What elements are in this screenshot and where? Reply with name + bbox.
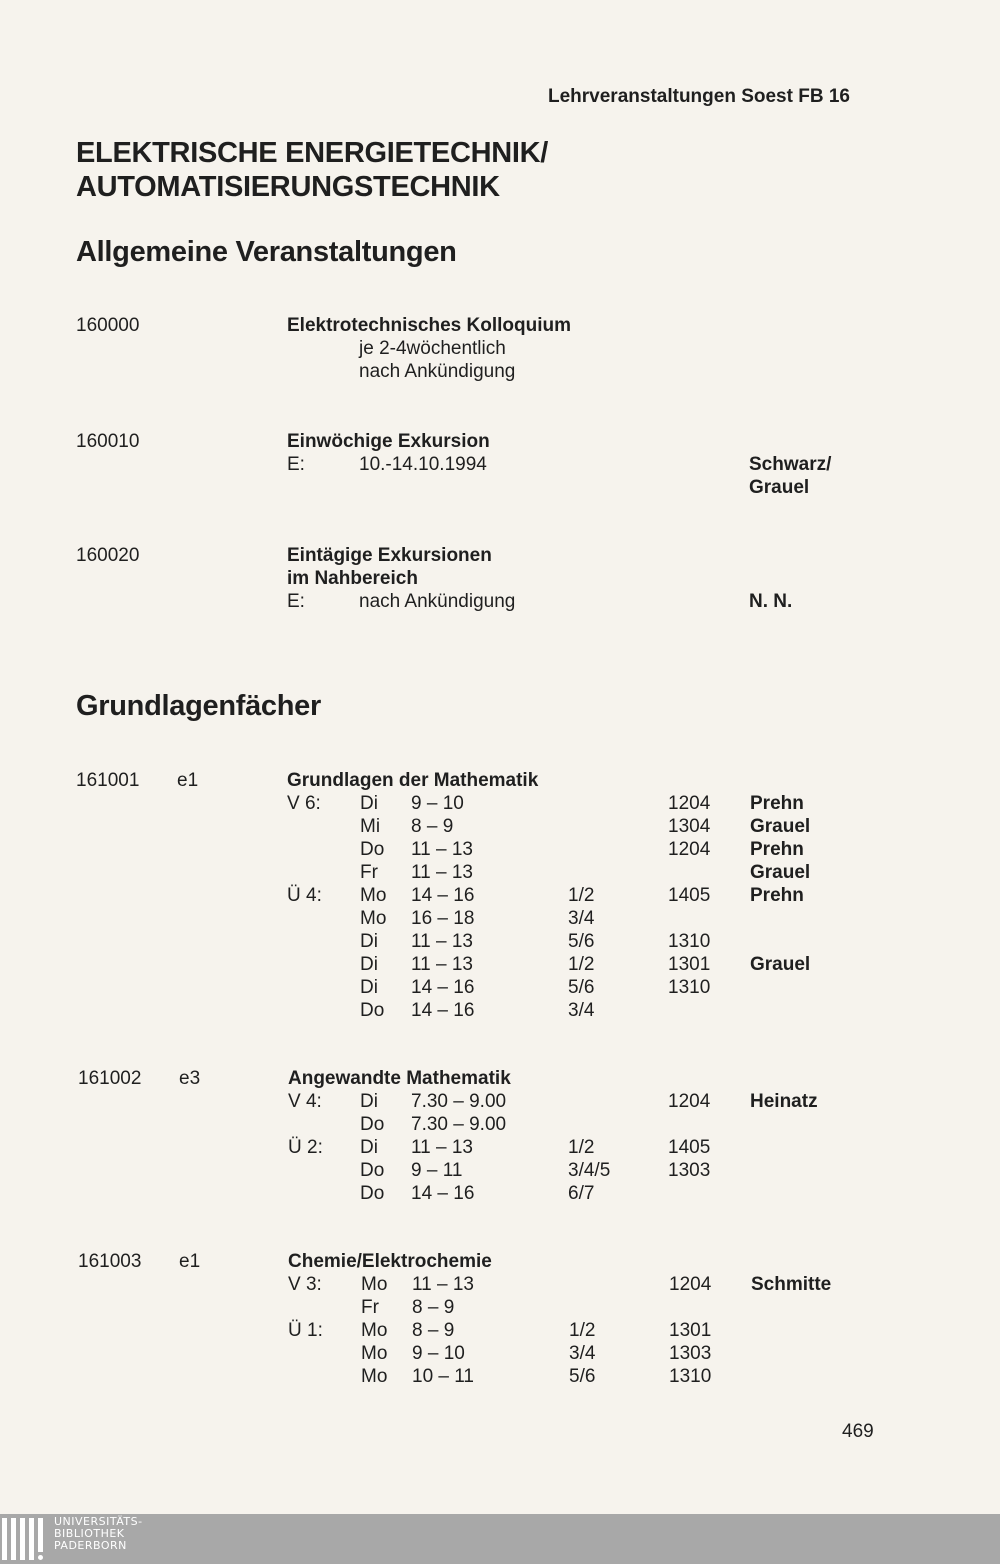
course-number: 160000	[76, 315, 140, 336]
schedule-room: 1310	[669, 1366, 712, 1387]
schedule-time: 14 – 16	[411, 1000, 475, 1021]
schedule-day: Di	[360, 931, 378, 952]
schedule-day: Di	[360, 977, 378, 998]
course-note: je 2-4wöchentlich	[359, 338, 506, 359]
schedule-time: 8 – 9	[412, 1297, 455, 1318]
schedule-group: 3/4	[568, 908, 595, 929]
schedule-room: 1303	[669, 1343, 712, 1364]
schedule-day: Mo	[360, 885, 387, 906]
schedule-day: Fr	[360, 862, 378, 883]
course-code: e1	[179, 1251, 201, 1272]
schedule-type: V 3:	[288, 1274, 322, 1295]
schedule-time: 11 – 13	[411, 862, 473, 883]
schedule-group: 1/2	[568, 1137, 595, 1158]
schedule-time: 8 – 9	[411, 816, 454, 837]
schedule-time: 8 – 9	[412, 1320, 455, 1341]
schedule-day: Do	[360, 1000, 385, 1021]
schedule-group: 1/2	[569, 1320, 596, 1341]
schedule-group: 5/6	[568, 977, 595, 998]
running-head: Lehrveranstaltungen Soest FB 16	[548, 86, 850, 107]
course-number: 161002	[78, 1068, 142, 1089]
schedule-type: Ü 2:	[288, 1137, 323, 1158]
section-heading-general: Allgemeine Veranstaltungen	[76, 236, 457, 268]
course-title: Chemie/Elektrochemie	[288, 1251, 492, 1272]
schedule-time: 9 – 10	[412, 1343, 465, 1364]
section-heading-basics: Grundlagenfächer	[76, 690, 321, 722]
course-title: Grundlagen der Mathematik	[287, 770, 539, 791]
schedule-day: Mo	[361, 1366, 388, 1387]
course-title: Eintägige Exkursionen	[287, 545, 492, 566]
schedule-lecturer: Prehn	[750, 839, 804, 860]
course-lecturer: Schwarz/	[749, 454, 832, 475]
course-title: im Nahbereich	[287, 568, 418, 589]
course-number: 160010	[76, 431, 140, 452]
course-number: 160020	[76, 545, 140, 566]
course-type: E:	[287, 591, 305, 612]
schedule-time: 11 – 13	[411, 931, 473, 952]
library-logo-icon	[2, 1518, 46, 1560]
schedule-type: Ü 4:	[287, 885, 322, 906]
schedule-type: V 4:	[288, 1091, 322, 1112]
document-title	[76, 136, 548, 204]
course-code: e1	[177, 770, 199, 791]
schedule-room: 1310	[668, 977, 711, 998]
course-note: nach Ankündigung	[359, 361, 516, 382]
schedule-time: 11 – 13	[411, 954, 473, 975]
schedule-lecturer: Grauel	[750, 816, 811, 837]
schedule-lecturer: Grauel	[750, 954, 811, 975]
schedule-room: 1301	[669, 1320, 712, 1341]
schedule-time: 11 – 13	[411, 839, 473, 860]
schedule-group: 5/6	[568, 931, 595, 952]
schedule-day: Mo	[361, 1343, 388, 1364]
schedule-lecturer: Prehn	[750, 793, 804, 814]
schedule-day: Di	[360, 1091, 378, 1112]
schedule-room: 1405	[668, 1137, 711, 1158]
course-code: e3	[179, 1068, 201, 1089]
schedule-group: 6/7	[568, 1183, 595, 1204]
schedule-room: 1301	[668, 954, 711, 975]
schedule-time: 11 – 13	[411, 1137, 473, 1158]
schedule-time: 14 – 16	[411, 885, 475, 906]
schedule-group: 1/2	[568, 885, 595, 906]
schedule-time: 11 – 13	[412, 1274, 474, 1295]
schedule-room: 1204	[668, 1091, 711, 1112]
schedule-time: 9 – 11	[411, 1160, 463, 1181]
course-date: 10.-14.10.1994	[359, 454, 487, 475]
schedule-day: Mo	[361, 1274, 388, 1295]
course-type: E:	[287, 454, 305, 475]
schedule-day: Di	[360, 954, 378, 975]
schedule-room: 1303	[668, 1160, 711, 1181]
schedule-time: 16 – 18	[411, 908, 475, 929]
course-lecturer: Grauel	[749, 477, 810, 498]
course-lecturer: N. N.	[749, 591, 793, 612]
schedule-room: 1204	[668, 793, 711, 814]
schedule-group: 3/4	[568, 1000, 595, 1021]
schedule-room: 1304	[668, 816, 711, 837]
schedule-type: V 6:	[287, 793, 321, 814]
schedule-type: Ü 1:	[288, 1320, 323, 1341]
schedule-room: 1405	[668, 885, 711, 906]
course-title: Angewandte Mathematik	[288, 1068, 511, 1089]
schedule-day: Do	[360, 1160, 385, 1181]
schedule-time: 7.30 – 9.00	[411, 1091, 507, 1112]
schedule-day: Do	[360, 1114, 385, 1135]
schedule-time: 14 – 16	[411, 977, 475, 998]
schedule-day: Do	[360, 1183, 385, 1204]
course-date: nach Ankündigung	[359, 591, 516, 612]
schedule-time: 10 – 11	[412, 1366, 474, 1387]
schedule-day: Mo	[361, 1320, 388, 1341]
title-line-1: ELEKTRISCHE ENERGIETECHNIK/	[76, 137, 549, 169]
course-title: Elektrotechnisches Kolloquium	[287, 315, 571, 336]
schedule-group: 1/2	[568, 954, 595, 975]
course-number: 161001	[76, 770, 140, 791]
schedule-room: 1310	[668, 931, 711, 952]
schedule-day: Fr	[361, 1297, 379, 1318]
schedule-lecturer: Schmitte	[751, 1274, 832, 1295]
library-footer-bar	[0, 1514, 1000, 1564]
schedule-group: 3/4/5	[568, 1160, 611, 1181]
title-line-2: AUTOMATISIERUNGSTECHNIK	[76, 171, 500, 203]
schedule-day: Do	[360, 839, 385, 860]
schedule-lecturer: Prehn	[750, 885, 804, 906]
schedule-group: 5/6	[569, 1366, 596, 1387]
schedule-time: 7.30 – 9.00	[411, 1114, 507, 1135]
schedule-room: 1204	[668, 839, 711, 860]
schedule-time: 9 – 10	[411, 793, 464, 814]
page-number: 469	[842, 1421, 874, 1442]
schedule-day: Di	[360, 1137, 378, 1158]
schedule-lecturer: Grauel	[750, 862, 811, 883]
schedule-day: Mo	[360, 908, 387, 929]
schedule-group: 3/4	[569, 1343, 596, 1364]
schedule-day: Di	[360, 793, 378, 814]
schedule-room: 1204	[669, 1274, 712, 1295]
schedule-time: 14 – 16	[411, 1183, 475, 1204]
schedule-day: Mi	[360, 816, 381, 837]
library-logo-text: UNIVERSITÄTS- BIBLIOTHEK PADERBORN	[54, 1515, 143, 1552]
course-number: 161003	[78, 1251, 142, 1272]
schedule-lecturer: Heinatz	[750, 1091, 818, 1112]
course-title: Einwöchige Exkursion	[287, 431, 490, 452]
